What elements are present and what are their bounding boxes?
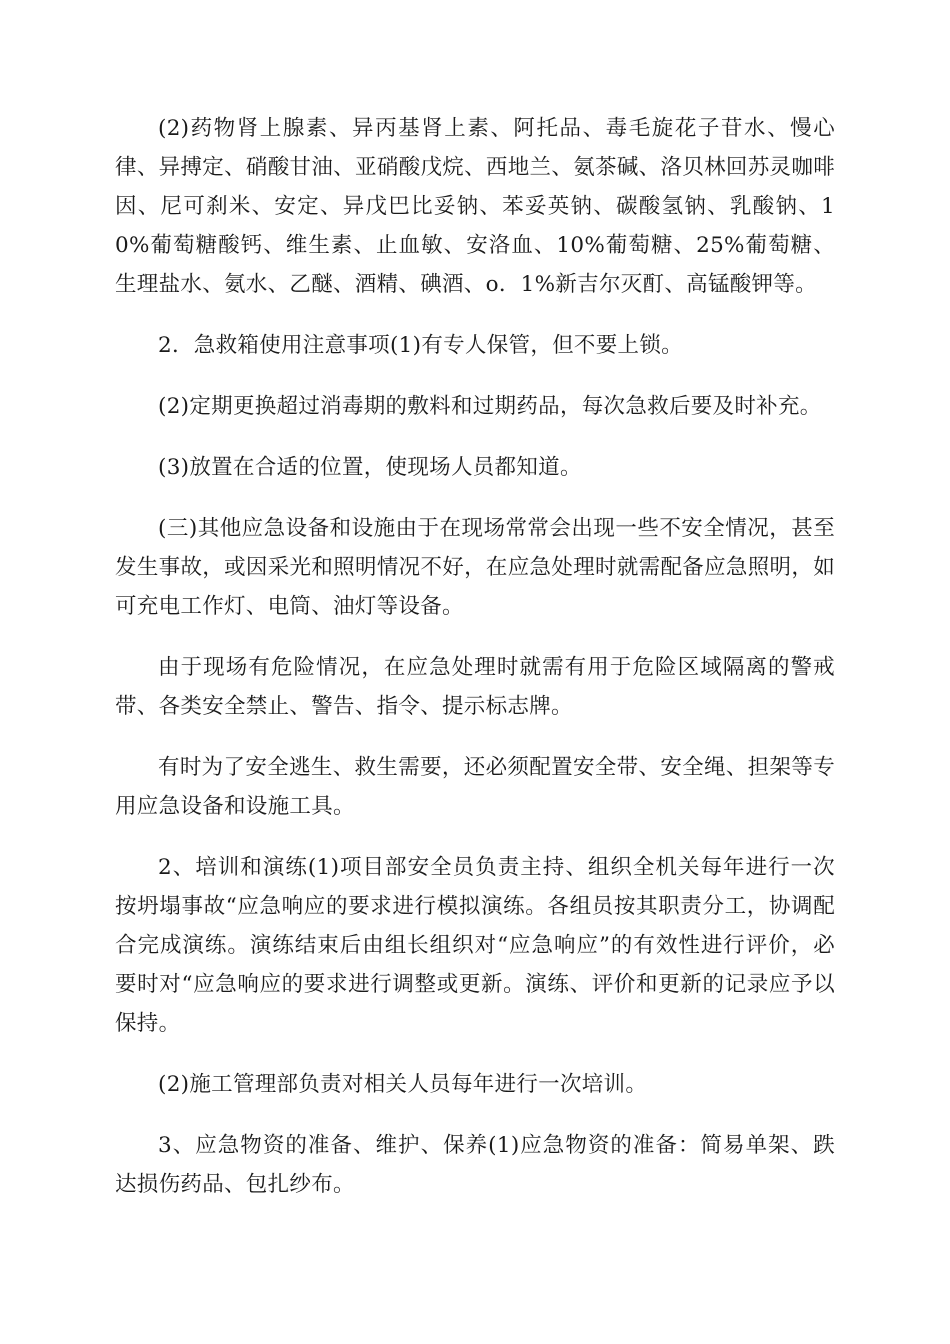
document-body	[115, 109, 835, 1226]
paragraph-rescue-tools: 有时为了安全逃生、救生需要，还必须配置安全带、安全绳、担架等专用应急设备和设施工具。	[115, 755, 835, 819]
paragraph-training-drills: 2、培训和演练(1)项目部安全员负责主持、组织全机关每年进行一次按坍塌事故“应急响应的要求进行模拟演练。各组员按其职责分工，协调配合完成演练。演练结束后由组长组织对“应急响应”的有效性进行评价，必要时对“应急响应的要求进行调整或更新。演练、评价和更新的记录应予以保持。	[115, 855, 835, 1036]
paragraph-annual-training: (2)施工管理部负责对相关人员每年进行一次培训。	[158, 1072, 648, 1097]
paragraph-first-aid-box-notes: 2．急救箱使用注意事项(1)有专人保管，但不要上锁。	[158, 333, 683, 358]
paragraph-warning-signs: 由于现场有危险情况，在应急处理时就需有用于危险区域隔离的警戒带、各类安全禁止、警告、指令、提示标志牌。	[115, 655, 835, 719]
paragraph-emergency-supplies: 3、应急物资的准备、维护、保养(1)应急物资的准备：简易单架、跌达损伤药品、包扎纱布。	[115, 1133, 835, 1197]
paragraph-replace-expired: (2)定期更换超过消毒期的敷料和过期药品，每次急救后要及时补充。	[158, 394, 822, 419]
paragraph-drug-list: (2)药物肾上腺素、异丙基肾上素、阿托品、毒毛旋花子苷水、慢心律、异搏定、硝酸甘油、亚硝酸戊烷、西地兰、氨茶碱、洛贝林回苏灵咖啡因、尼可刹米、安定、异戊巴比妥钠、苯妥英钠、碳酸氢钠、乳酸钠、10%葡萄糖酸钙、维生素、止血敏、安洛血、10%葡萄糖、25%葡萄糖、生理盐水、氨水、乙醚、酒精、碘酒、o．1%新吉尔灭酊、高锰酸钾等。	[115, 116, 835, 297]
paragraph-placement: (3)放置在合适的位置，使现场人员都知道。	[158, 455, 582, 480]
paragraph-other-equipment: (三)其他应急设备和设施由于在现场常常会出现一些不安全情况，甚至发生事故，或因采光和照明情况不好，在应急处理时就需配备应急照明，如可充电工作灯、电筒、油灯等设备。	[115, 516, 835, 619]
